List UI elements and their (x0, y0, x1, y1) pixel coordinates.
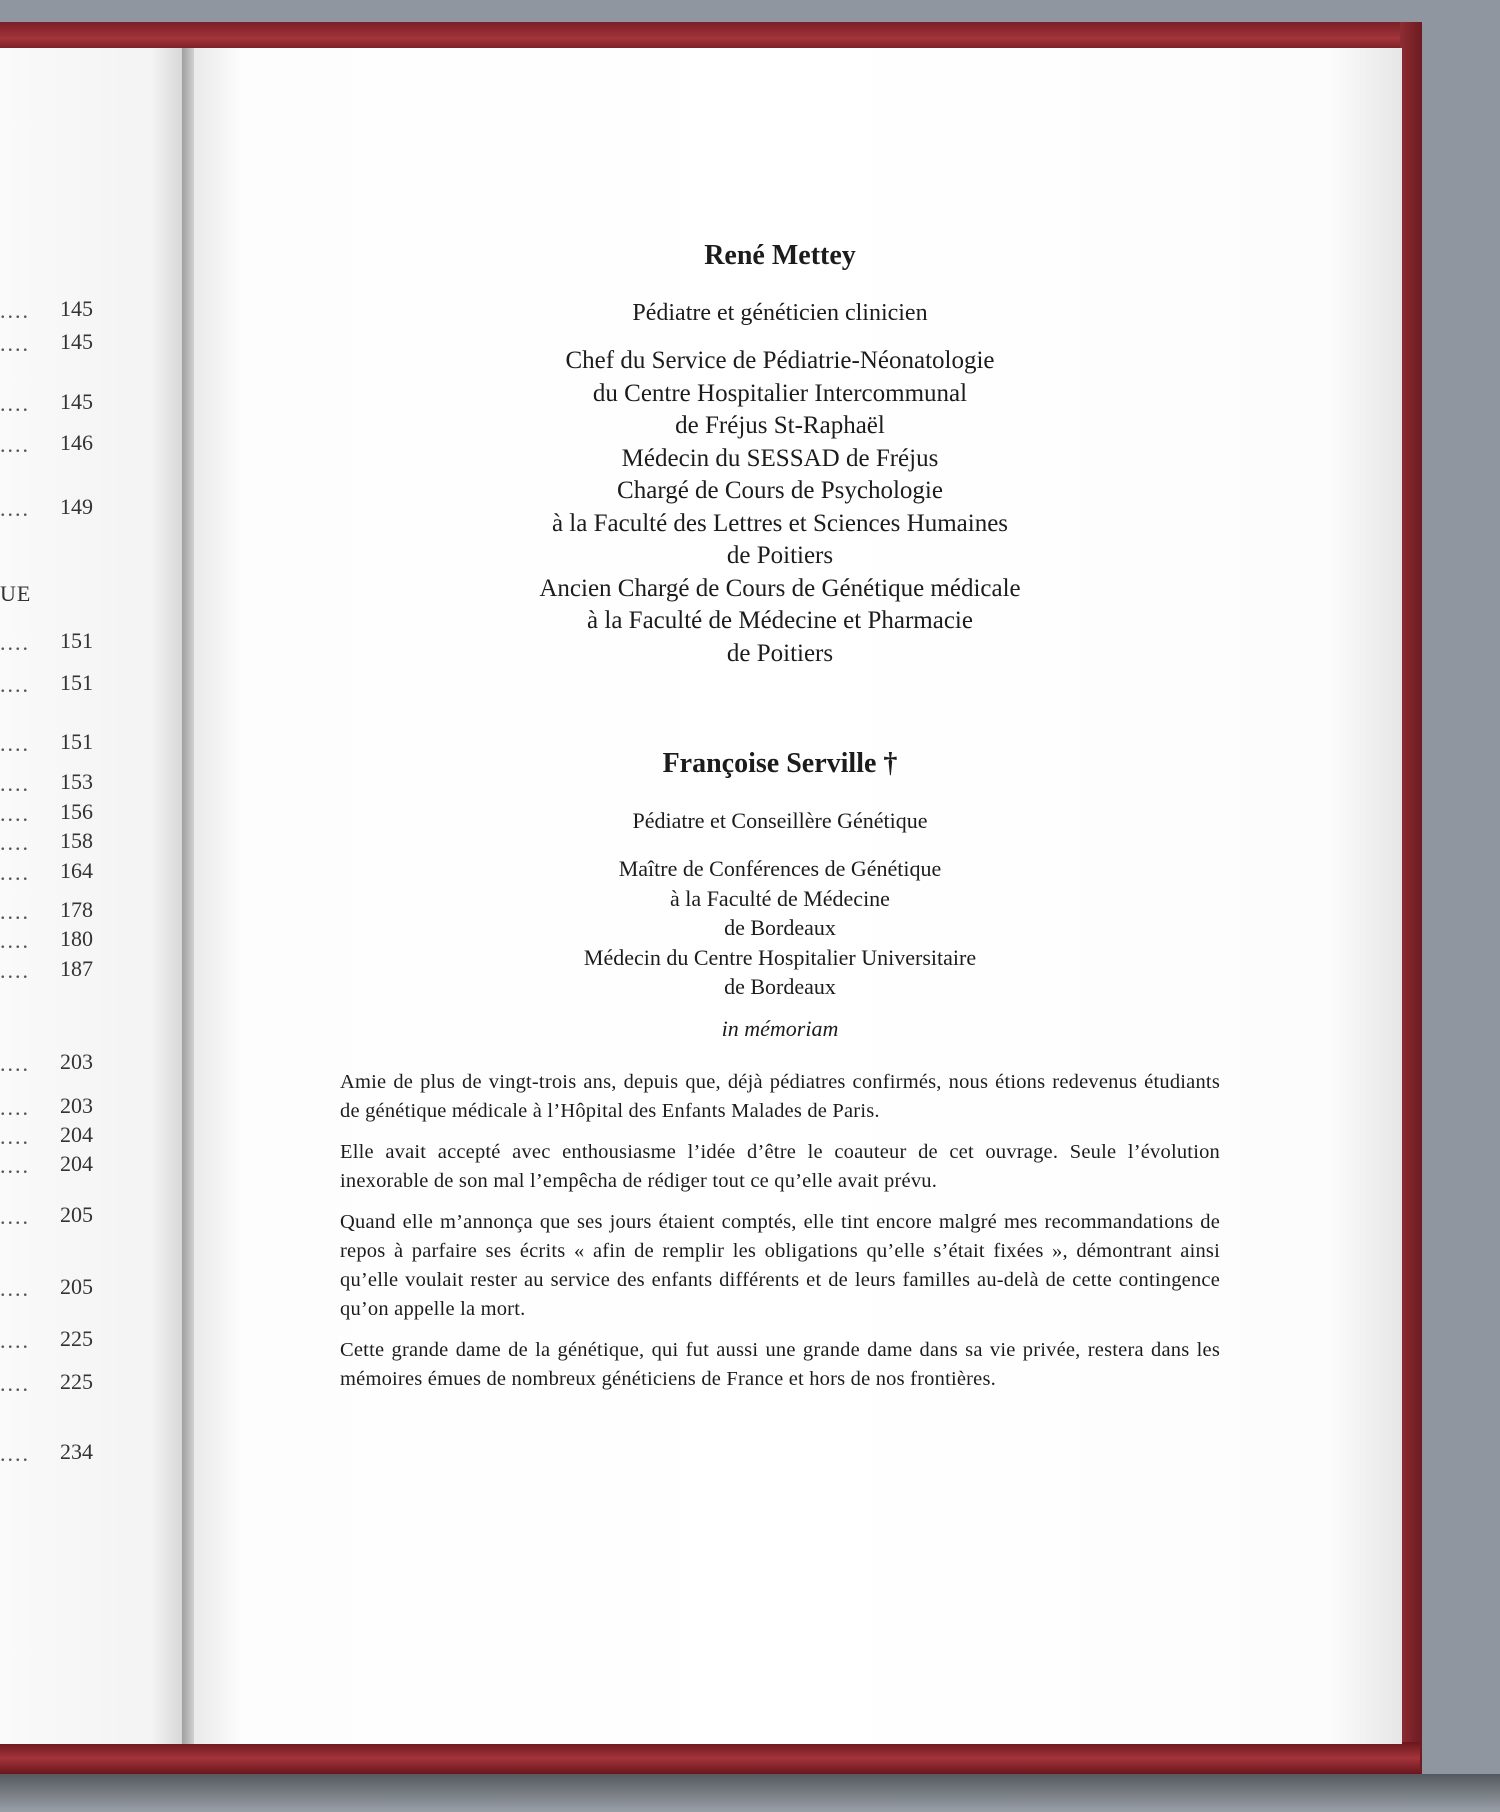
toc-row: .... 187 (0, 956, 93, 983)
credential-line: Médecin du SESSAD de Fréjus (621, 444, 939, 472)
toc-row: .... 151 (0, 628, 93, 655)
in-memoriam-label: in mémoriam (721, 1015, 839, 1041)
credential-line: Maître de Conférences de Génétique (618, 856, 942, 881)
authors-page-content (340, 240, 1220, 1394)
credential-line: à la Faculté de Médecine et Pharmacie (587, 607, 973, 634)
toc-row: .... 203 (0, 1049, 93, 1076)
author-credentials (340, 345, 1220, 670)
credential-line: de Poitiers (726, 542, 834, 569)
toc-row: .... 180 (0, 926, 93, 953)
author-role: Pédiatre et généticien clinicien (632, 300, 928, 326)
credential-line: de Poitiers (726, 639, 834, 667)
tribute-paragraph: Cette grande dame de la génétique, qui fut aussi une grande dame dans sa vie privée, restera dans les mémoires émues de nombreux généticiens de France et hors de nos frontières. (340, 1338, 1220, 1390)
toc-row: .... 151 (0, 729, 93, 756)
author-name: René Mettey (704, 240, 856, 271)
toc-row: .... 145 (0, 296, 93, 323)
credential-line: Ancien Chargé de Cours de Génétique médicale (539, 574, 1021, 602)
credential-line: Chargé de Cours de Psychologie (617, 477, 943, 504)
toc-row: .... 205 (0, 1202, 93, 1229)
toc-row: .... 203 (0, 1093, 93, 1120)
toc-row: .... 178 (0, 897, 93, 924)
toc-row: .... 156 (0, 799, 93, 826)
toc-row: .... 146 (0, 430, 93, 457)
toc-row: .... 164 (0, 858, 93, 885)
tribute-paragraph: Amie de plus de vingt-trois ans, depuis que, déjà pédiatres confirmés, nous étions redevenus étudiants de génétique médicale à l’Hôpital des Enfants Malades de Paris. (340, 1070, 1220, 1122)
credential-line: à la Faculté de Médecine (670, 885, 890, 911)
toc-row: .... 204 (0, 1151, 93, 1178)
book-cover-bottom-edge (0, 1742, 1420, 1774)
toc-row: .... 158 (0, 828, 93, 855)
toc-row: .... 145 (0, 329, 93, 356)
credential-line: du Centre Hospitalier Intercommunal (592, 379, 968, 407)
credential-line: de Fréjus St-Raphaël (675, 412, 885, 439)
toc-row: .... 225 (0, 1369, 93, 1396)
author-role: Pédiatre et Conseillère Génétique (632, 808, 928, 833)
toc-row: .... 151 (0, 670, 93, 697)
scan-shadow (0, 1774, 1500, 1812)
credential-line: Chef du Service de Pédiatrie-Néonatologie (565, 347, 995, 374)
tribute-paragraph: Elle avait accepté avec enthousiasme l’idée d’être le coauteur de cet ouvrage. Seule l’évolution inexorable de son mal l’empêcha de rédiger tout ce qu’elle avait prévu. (340, 1140, 1220, 1192)
toc-row: .... 145 (0, 389, 93, 416)
toc-row: .... 205 (0, 1274, 93, 1301)
credential-line: Médecin du Centre Hospitalier Universitaire (583, 944, 977, 970)
credential-line: de Bordeaux (724, 974, 836, 999)
book-cover-right-edge (1400, 22, 1422, 1774)
toc-row: .... 149 (0, 494, 93, 521)
toc-row: .... 204 (0, 1122, 93, 1149)
toc-fragment: UE (0, 581, 32, 606)
toc-row: .... 153 (0, 769, 93, 796)
credential-line: à la Faculté des Lettres et Sciences Humaines (551, 509, 1009, 537)
author-credentials (340, 854, 1220, 1002)
author-name: Françoise Serville † (662, 748, 898, 779)
toc-row: .... 234 (0, 1439, 93, 1466)
tribute-paragraph: Quand elle m’annonça que ses jours étaient comptés, elle tint encore malgré mes recommandations de repos à parfaire ses écrits « afin de remplir les obligations qu’elle s’était fixées », démontrant ainsi qu’elle voulait rester au service des enfants différents et de leurs familles au-delà de cette contingence qu’on appelle la mort. (340, 1210, 1220, 1320)
toc-row: .... 225 (0, 1326, 93, 1353)
left-page-table-of-contents (0, 48, 186, 1744)
credential-line: de Bordeaux (724, 915, 836, 940)
